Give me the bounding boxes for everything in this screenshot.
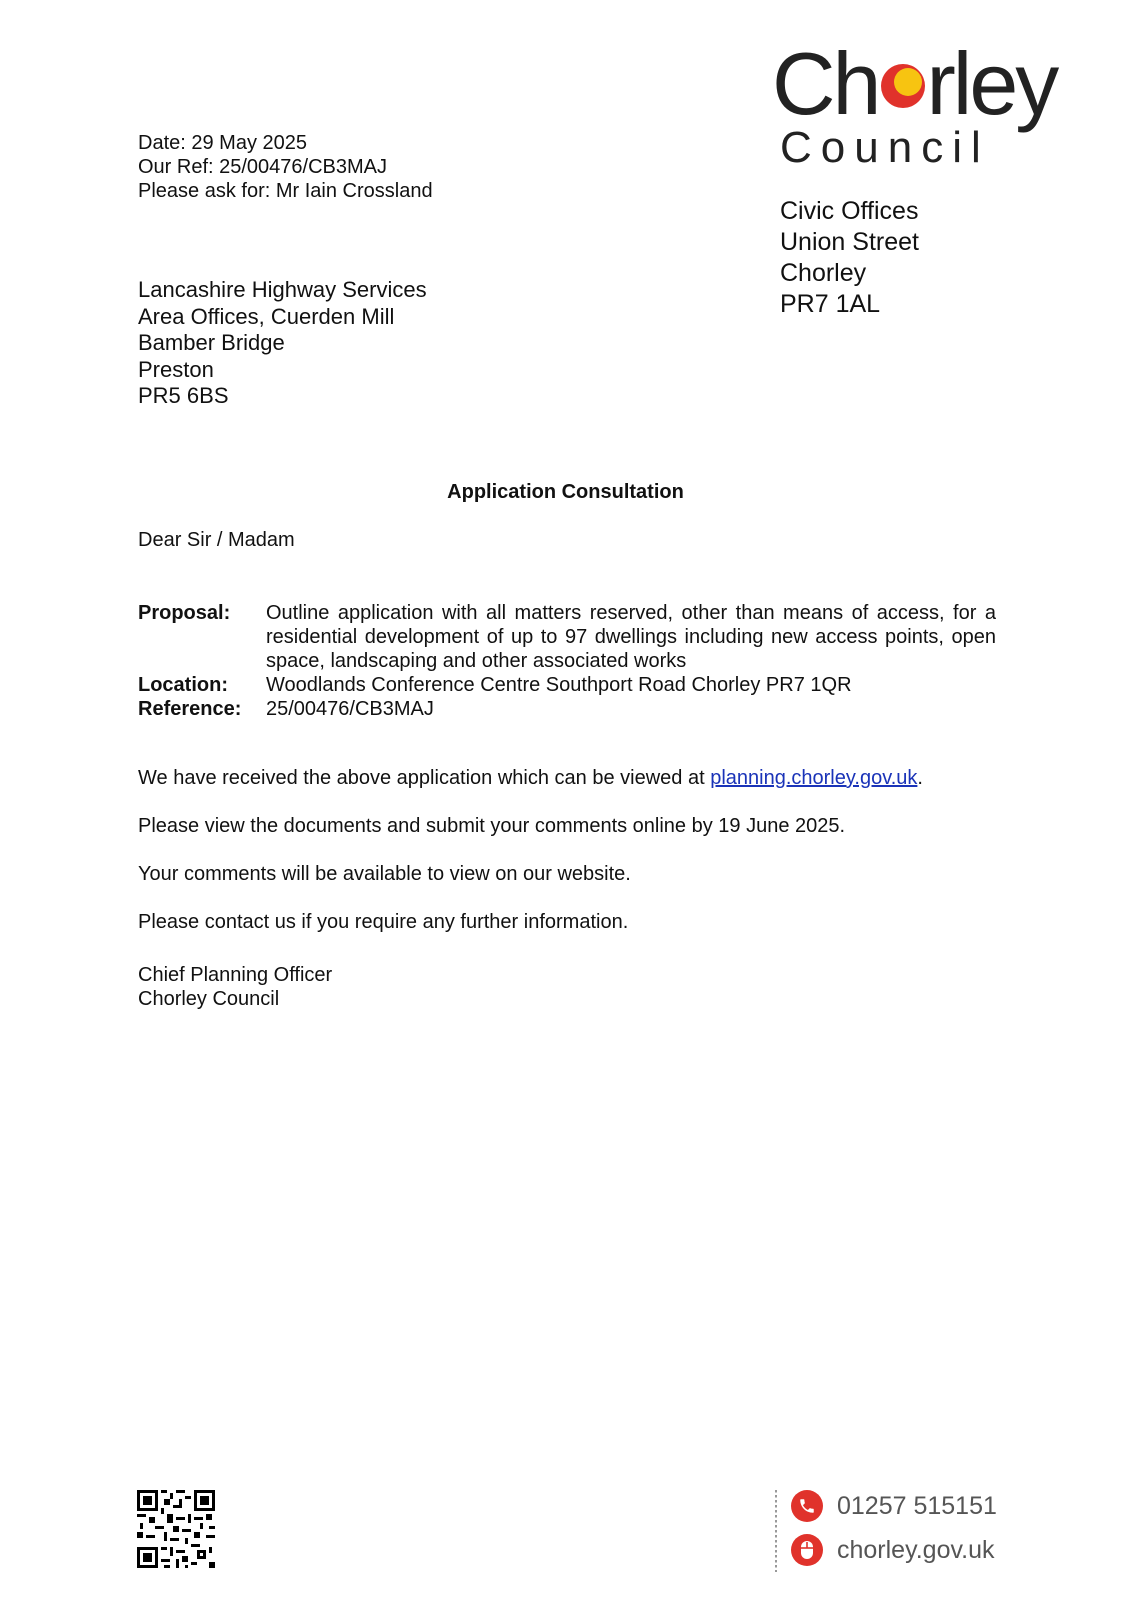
logo-council-text: Council <box>780 123 990 172</box>
letter-contact-person: Please ask for: Mr Iain Crossland <box>138 180 433 202</box>
qr-code-icon <box>137 1490 215 1568</box>
signature-title: Chief Planning Officer <box>138 964 333 986</box>
mouse-icon <box>791 1534 823 1566</box>
paragraph-deadline: Please view the documents and submit your comments online by 19 June 2025. <box>138 815 846 837</box>
planning-portal-link[interactable]: planning.chorley.gov.uk <box>710 767 918 789</box>
recipient-line: Bamber Bridge <box>138 330 285 355</box>
phone-icon <box>791 1490 823 1522</box>
phone-contact[interactable] <box>791 1490 997 1522</box>
address-line: PR7 1AL <box>780 290 881 318</box>
salutation: Dear Sir / Madam <box>138 529 295 551</box>
recipient-address <box>138 277 427 410</box>
logo-o-icon <box>879 52 927 114</box>
website-contact[interactable] <box>791 1534 994 1566</box>
reference-label: Reference: <box>138 698 242 720</box>
website-url: chorley.gov.uk <box>837 1535 995 1564</box>
application-details <box>138 601 996 721</box>
chorley-council-logo <box>772 34 1102 175</box>
paragraph-website: Your comments will be available to view on our website. <box>138 863 631 885</box>
address-line: Chorley <box>780 259 867 287</box>
signature-block <box>138 963 332 1011</box>
council-address <box>780 196 919 320</box>
reference-row <box>138 697 996 721</box>
address-line: Civic Offices <box>780 197 919 225</box>
proposal-row <box>138 601 996 673</box>
proposal-label: Proposal: <box>138 602 231 624</box>
paragraph-contact: Please contact us if you require any further information. <box>138 911 629 933</box>
phone-number: 01257 515151 <box>837 1491 997 1520</box>
letter-heading: Application Consultation <box>447 481 684 503</box>
reference-value: 25/00476/CB3MAJ <box>266 698 434 720</box>
dotted-divider <box>775 1490 777 1572</box>
signature-organisation: Chorley Council <box>138 988 280 1010</box>
logo-wordmark: Ch rley <box>772 34 1057 133</box>
recipient-line: Area Offices, Cuerden Mill <box>138 303 395 329</box>
paragraph-received: We have received the above application which can be viewed at planning.chorley.gov.uk. <box>138 767 923 789</box>
recipient-line: PR5 6BS <box>138 383 229 408</box>
proposal-value: Outline application with all matters reserved, other than means of access, for a residential development of up to 97 dwellings including new access points, open space, landscaping and other associated works <box>266 602 996 672</box>
letter-reference: Our Ref: 25/00476/CB3MAJ <box>138 156 388 178</box>
address-line: Union Street <box>780 228 919 256</box>
recipient-line: Lancashire Highway Services <box>138 277 427 302</box>
location-label: Location: <box>138 674 228 696</box>
recipient-line: Preston <box>138 356 214 382</box>
location-row <box>138 673 996 697</box>
letter-meta <box>138 131 433 203</box>
letter-date: Date: 29 May 2025 <box>138 132 307 154</box>
location-value: Woodlands Conference Centre Southport Road Chorley PR7 1QR <box>266 674 852 696</box>
